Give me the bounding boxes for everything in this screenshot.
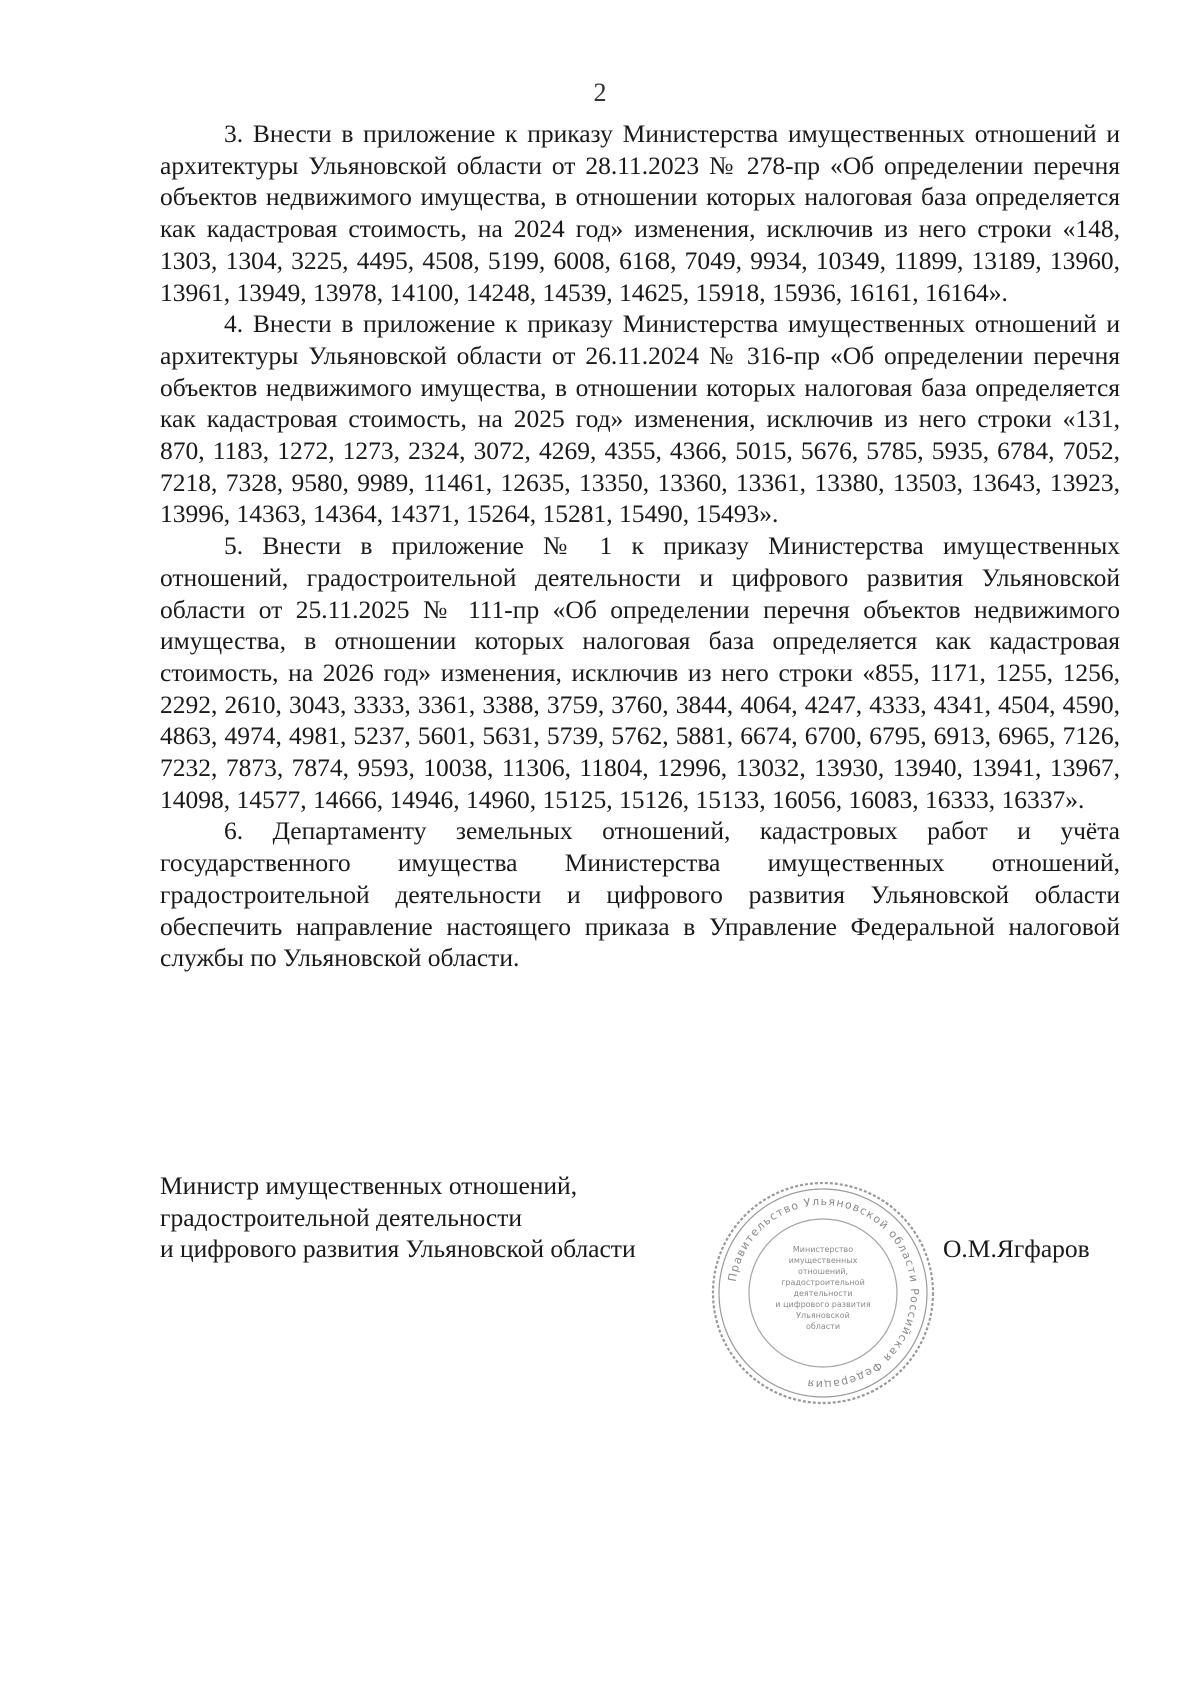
signatory-position-line: и цифрового развития Ульяновской области — [160, 1234, 636, 1264]
seal-inner-line: градостроительной — [781, 1278, 865, 1287]
signatory-position — [160, 1170, 636, 1265]
document-body — [160, 118, 1120, 974]
signatory-position-line: градостроительной деятельности — [160, 1202, 523, 1232]
seal-inner-line: отношений, — [797, 1267, 849, 1276]
seal-graphic — [710, 1180, 936, 1406]
seal-inner-line: деятельности — [793, 1289, 853, 1298]
seal-inner-line: имущественных — [788, 1256, 858, 1265]
seal-inner-line: Ульяновской — [796, 1311, 850, 1320]
seal-inner-line: Министерство — [792, 1245, 854, 1254]
seal-inner-line: и цифрового развития — [775, 1300, 871, 1309]
paragraph-6: 6. Департаменту земельных отношений, кадастровых работ и учёта государственного имущества Министерства имущественных отношений, градостроительной деятельности и цифрового развития Ульяновской области обеспечить направление настоящего приказа в Управление Федеральной налоговой службы по Ульяновской области. — [160, 816, 1120, 973]
official-seal — [710, 1180, 936, 1406]
paragraph-3: 3. Внести в приложение к приказу Министерства имущественных отношений и архитектуры Ульяновской области от 28.11.2023 № 278-пр «Об определении перечня объектов недвижимого имущества, в отношении которых налоговая база определяется как кадастровая стоимость, на 2024 год» изменения, исключив из него строки «148, 1303, 1304, 3225, 4495, 4508, 5199, 6008, 6168, 7049, 9934, 10349, 11899, 13189, 13960, 13961, 13949, 13978, 14100, 14248, 14539, 14625, 15918, 15936, 16161, 16164». — [160, 119, 1120, 307]
page-number: 2 — [593, 78, 607, 107]
signatory-position-line: Министр имущественных отношений, — [160, 1171, 578, 1200]
seal-inner-line: области — [805, 1322, 841, 1331]
signatory-name: О.М.Ягфаров — [943, 1234, 1090, 1263]
seal-outer-text: Правительство Ульяновской области Российская Федерация — [725, 1194, 922, 1392]
paragraph-4: 4. Внести в приложение к приказу Министерства имущественных отношений и архитектуры Ульяновской области от 26.11.2024 № 316-пр «Об определении перечня объектов недвижимого имущества, в отношении которых налоговая база определяется как кадастровая стоимость, на 2025 год» изменения, исключив из него строки «131, 870, 1183, 1272, 1273, 2324, 3072, 4269, 4355, 4366, 5015, 5676, 5785, 5935, 6784, 7052, 7218, 7328, 9580, 9989, 11461, 12635, 13350, 13360, 13361, 13380, 13503, 13643, 13923, 13996, 14363, 14364, 14371, 15264, 15281, 15490, 15493». — [160, 309, 1120, 529]
paragraph-5: 5. Внести в приложение № 1 к приказу Министерства имущественных отношений, градостроительной деятельности и цифрового развития Ульяновской области от 25.11.2025 № 111-пр «Об определении перечня объектов недвижимого имущества, в отношении которых налоговая база определяется как кадастровая стоимость, на 2026 год» изменения, исключив из него строки «855, 1171, 1255, 1256, 2292, 2610, 3043, 3333, 3361, 3388, 3759, 3760, 3844, 4064, 4247, 4333, 4341, 4504, 4590, 4863, 4974, 4981, 5237, 5601, 5631, 5739, 5762, 5881, 6674, 6700, 6795, 6913, 6965, 7126, 7232, 7873, 7874, 9593, 10038, 11306, 11804, 12996, 13032, 13930, 13940, 13941, 13967, 14098, 14577, 14666, 14946, 14960, 15125, 15126, 15133, 16056, 16083, 16333, 16337». — [160, 531, 1120, 814]
